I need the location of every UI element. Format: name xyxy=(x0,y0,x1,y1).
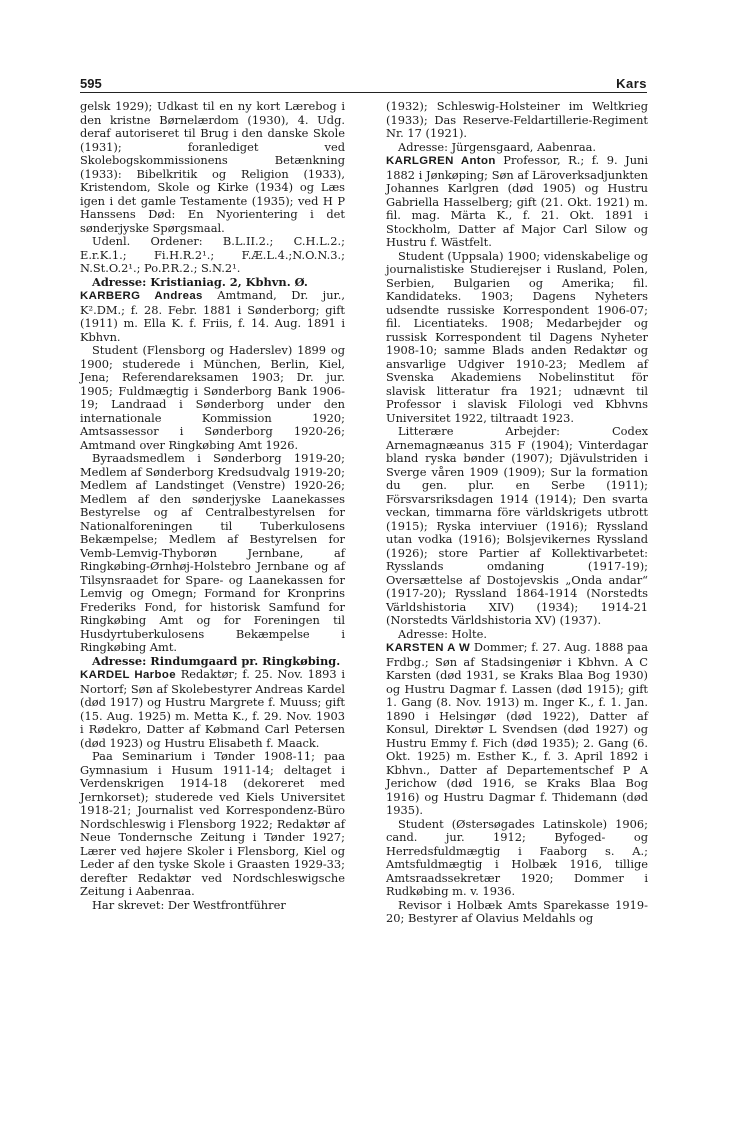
address-line: Adresse: Holte. xyxy=(398,626,487,641)
entry-name: KARBERG Andreas xyxy=(80,290,203,302)
entry-name: KARSTEN A W xyxy=(386,642,471,654)
left-column xyxy=(80,100,345,912)
entry-body: Redaktør; f. 25. Nov. 1893 i Nortorf; Søn af Skolebestyrer Andreas Kardel (død 1917) og Hustru Margrete f. Muuss; gift (15. Aug. 1925) m. Metta K., f. 29. Nov. 1903 i Rødekro, Datter af Købmand Carl Petersen (død 1923) og Hustru Elisabeth f. Maack. xyxy=(80,667,345,750)
entry-kardel xyxy=(80,668,345,750)
right-column xyxy=(386,100,648,926)
running-head: Kars xyxy=(616,76,647,91)
entry-body: Dommer; f. 27. Aug. 1888 paa Frdbg.; Søn af Stadsingeniør i Kbhvn. A C Karsten (død 1931, se Kraks Blaa Bog 1930) og Hustru Dagmar f. Lassen (død 1915); gift 1. Gang (8. Nov. 1913) m. Inger K., f. 1. Jan. 1890 i Helsingør (død 1922), Datter af Konsul, Direktør L Svendsen (død 1927) og Hustru Emmy f. Fich (død 1935); 2. Gang (6. Okt. 1925) m. Esther K., f. 3. April 1892 i Kbhvn., Datter af Departementschef P A Jerichow (død 1916, se Kraks Blaa Bog 1916) og Hustru Dagmar f. Thidemann (død 1935). xyxy=(386,640,649,817)
paragraph: Litterære Arbejder: Codex Arnemagnæanus 315 F (1904); Vinterdagar bland ryska bønder (1907); Djävulstriden i Sverge våren 1909 (1909); Sur la formation du gen. plur. en Serbe (1911); Försvarsriksdagen 1914 (1914); Den svarta veckan, timmarna före världskrigets utbrott (1915); Ryska interviuer (1916); Ryssland utan vodka (1916); Bolsjevikernes Ryssland (1926); store Partier af Kollektivarbetet: Rysslands omdaning (1917-19); Oversættelse af Dostojevskis „Onda andar“ (1917-20); Ryssland 1864-1914 (Norstedts Världshistoria XIV) (1934); 1914-21 (Norstedts Världshistoria XV) (1937). xyxy=(386,424,648,627)
address-line: Adresse: Jürgensgaard, Aabenraa. xyxy=(398,139,597,154)
paragraph: Student (Østersøgades Latinskole) 1906; cand. jur. 1912; Byfoged- og Herredsfuldmægtig i Faaborg s. A.; Amtsfuldmægtig i Holbæk 1916, tillige Amtsraadssekretær 1920; Dommer i Rudkøbing m. v. 1936. xyxy=(386,816,648,898)
address-line: Adresse: Kristianiag. 2, Kbhvn. Ø. xyxy=(92,274,308,289)
entry-body: Professor, R.; f. 9. Juni 1882 i Jønkøping; Søn af Läroverksadjunkten Johannes Karlgren (død 1905) og Hustru Gabriella Hasselberg; gift (21. Okt. 1921) m. fil. mag. Märta K., f. 21. Okt. 1891 i Stockholm, Datter af Major Carl Silow og Hustru f. Wästfelt. xyxy=(386,153,649,249)
entry-karberg xyxy=(80,289,345,344)
paragraph: Student (Uppsala) 1900; videnskabelige og journalistiske Studierejser i Rusland, Polen, Serbien, Bulgarien og Amerika; fil. Kandidateks. 1903; Dagens Nyheters udsendte russiske Korrespondent 1906-07; fil. Licentiateks. 1908; Medarbejder og russisk Korrespondent til Dagens Nyheter 1908-10; samme Blads anden Redaktør og ansvarlige Udgiver 1910-23; Medlem af Svenska Akademiens Nobelinstitut för slavisk litteratur fra 1921; udnævnt til Professor i slavisk Filologi ved Kbhvns Universitet 1922, tiltraadt 1923. xyxy=(386,248,648,425)
paragraph: gelsk 1929); Udkast til en ny kort Lærebog i den kristne Børnelærdom (1930), 4. Udg. deraf autoriseret til Brug i den danske Skole (1931); foranlediget ved Skolebogskommissionens Betænkning (1933): Bibelkritik og Religion (1933), Kristendom, Skole og Kirke (1934) og Læs igen i det gamle Testamente (1935); ved H P Hanssens Død: En Nyorientering i det sønderjyske Spørgsmaal. xyxy=(80,99,345,235)
paragraph: Paa Seminarium i Tønder 1908-11; paa Gymnasium i Husum 1911-14; deltaget i Verdenskrigen 1914-18 (dekoreret med Jernkorset); studerede ved Kiels Universitet 1918-21; Journalist ved Korrespondenz-Büro Nordschleswig i Flensborg 1922; Redaktør af Neue Tondernsche Zeitung i Tønder 1927; Lærer ved højere Skoler i Flensborg, Kiel og Leder af den tyske Skole i Graasten 1929-33; derefter Redaktør ved Nordschleswigsche Zeitung i Aabenraa. xyxy=(80,749,345,898)
entry-karlgren xyxy=(386,154,648,250)
paragraph: Revisor i Holbæk Amts Sparekasse 1919-20; Bestyrer af Olavius Meldahls og xyxy=(386,897,648,925)
entry-name: KARDEL Harboe xyxy=(80,669,176,681)
paragraph: Har skrevet: Der Westfrontführer xyxy=(92,897,286,912)
paragraph: (1932); Schleswig-Holsteiner im Weltkrieg (1933); Das Reserve-Feldartillerie-Regiment Nr. 17 (1921). xyxy=(386,99,648,140)
page-header xyxy=(80,76,647,93)
address-line: Adresse: Rindumgaard pr. Ringkøbing. xyxy=(92,653,341,668)
paragraph: Student (Flensborg og Haderslev) 1899 og 1900; studerede i München, Berlin, Kiel, Jena; Referendareksamen 1903; Dr. jur. 1905; Fuldmægtig i Sønderborg Bank 1906-19; Landraad i Sønderborg under den internationale Kommission 1920; Amtsassessor i Sønderborg 1920-26; Amtmand over Ringkøbing Amt 1926. xyxy=(80,343,345,452)
paragraph: Udenl. Ordener: B.L.II.2.; C.H.L.2.; E.r.K.1.; Fi.H.R.2¹.; F.Æ.L.4.;N.O.N.3.; N.St.O.2¹.; Po.P.R.2.; S.N.2¹. xyxy=(80,234,345,275)
entry-karsten xyxy=(386,641,648,818)
entry-body: Amtmand, Dr. jur., K².DM.; f. 28. Febr. 1881 i Sønderborg; gift (1911) m. Ella K. f. Friis, f. 14. Aug. 1891 i Kbhvn. xyxy=(80,288,345,344)
page-number: 595 xyxy=(80,76,102,91)
paragraph: Byraadsmedlem i Sønderborg 1919-20; Medlem af Sønderborg Kredsudvalg 1919-20; Medlem af Landstinget (Venstre) 1920-26; Medlem af den sønderjyske Laanekasses Bestyrelse og af Centralbestyrelsen for Nationalforeningen til Tuberkulosens Bekæmpelse; Medlem af Bestyrelsen for Vemb-Lemvig-Thyborøn Jernbane, af Ringkøbing-Ørnhøj-Holstebro Jernbane og af Tilsynsraadet for Spare- og Laanekassen for Lemvig og Omegn; Formand for Kronprins Frederiks Fond, for historisk Samfund for Ringkøbing Amt og for Foreningen til Husdyrtuberkulosens Bekæmpelse i Ringkøbing Amt. xyxy=(80,451,345,654)
entry-name: KARLGREN Anton xyxy=(386,155,496,167)
